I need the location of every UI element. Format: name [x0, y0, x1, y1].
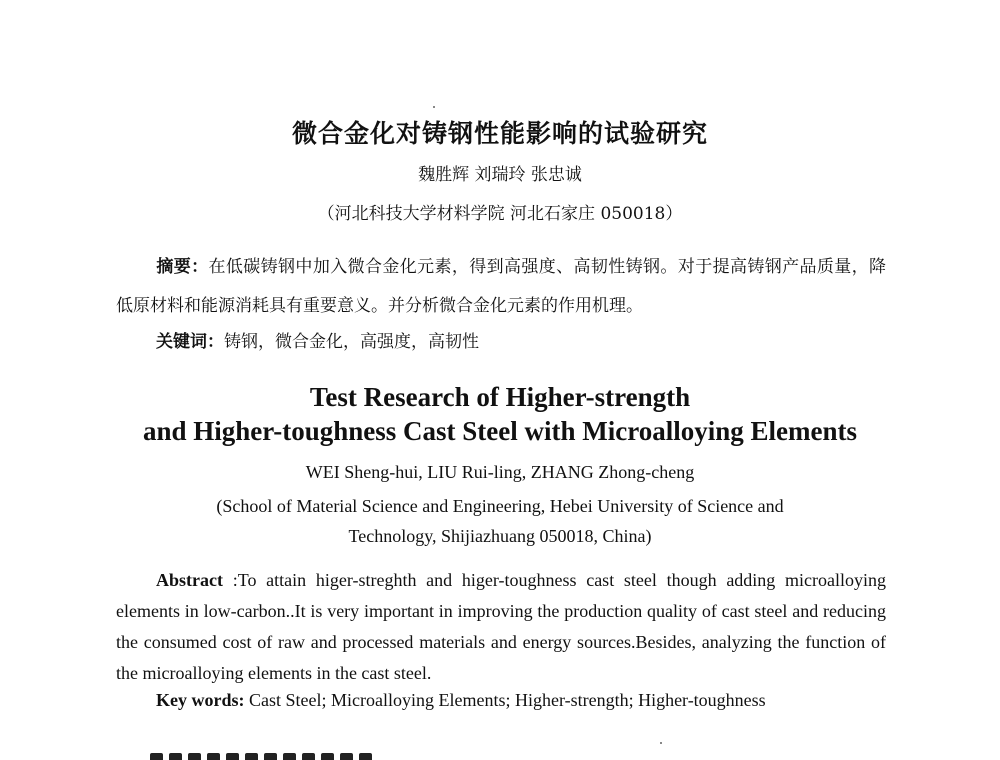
english-title — [0, 380, 1000, 448]
english-abstract-text: :To attain higer-streghth and higer-toughness cast steel though adding microalloying elements in low-carbon..It is very important in improving the production quality of cast steel and reducing the consumed cost of raw and processed materials and energy sources.Besides, analyzing the function of the microalloying elements in the cast steel. — [116, 570, 886, 683]
english-keywords-text: Cast Steel; Microalloying Elements; Higher-strength; Higher-toughness — [244, 690, 766, 710]
chinese-affiliation: （河北科技大学材料学院 河北石家庄 050018） — [317, 204, 683, 224]
english-keywords — [156, 690, 766, 711]
english-title-line2: and Higher-toughness Cast Steel with Microalloying Elements — [143, 416, 857, 446]
chinese-keywords-label: 关键词： — [156, 332, 224, 352]
chinese-abstract-text: 在低碳铸钢中加入微合金化元素，得到高强度、高韧性铸钢。对于提高铸钢产品质量，降低原材料和能源消耗具有重要意义。并分析微合金化元素的作用机理。 — [116, 257, 887, 316]
scan-speck — [433, 106, 435, 108]
english-keywords-label: Key words: — [156, 690, 245, 710]
english-authors: WEI Sheng-hui, LIU Rui-ling, ZHANG Zhong-cheng — [305, 462, 695, 482]
cut-off-text-line — [150, 752, 410, 760]
scan-speck — [660, 742, 662, 744]
english-affiliation-line2: Technology, Shijiazhuang 050018, China) — [348, 526, 652, 546]
chinese-keywords — [156, 327, 479, 352]
english-affiliation — [0, 491, 1000, 551]
english-abstract — [116, 565, 886, 689]
chinese-abstract — [116, 248, 886, 326]
english-title-line1: Test Research of Higher-strength — [309, 382, 691, 412]
chinese-abstract-label: 摘要： — [156, 257, 209, 277]
english-affiliation-line1: (School of Material Science and Engineering, Hebei University of Science and — [216, 496, 784, 516]
chinese-keywords-text: 铸钢，微合金化，高强度，高韧性 — [224, 332, 479, 352]
chinese-title: 微合金化对铸钢性能影响的试验研究 — [291, 119, 708, 148]
english-abstract-label: Abstract — [156, 570, 223, 590]
chinese-authors: 魏胜辉 刘瑞玲 张忠诚 — [418, 165, 582, 185]
